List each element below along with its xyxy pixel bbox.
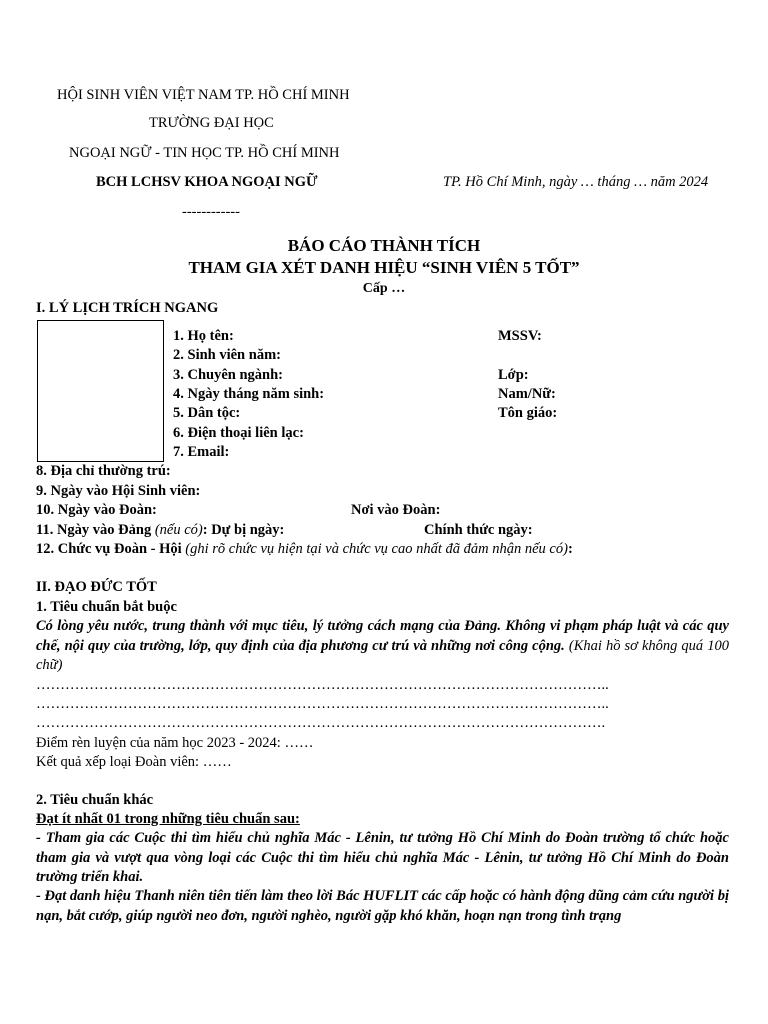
mandatory-criteria-text: Có lòng yêu nước, trung thành với mục tiêu, lý tưởng cách mạng của Đảng. Không vi phạm pháp luật và các quy chế, nội quy của trường, lớp, quy định của địa phương cư trú và những nơi công cộng. (Khai hồ sơ không quá 100 chữ)	[36, 618, 729, 673]
field-major: 3. Chuyên ngành:	[173, 367, 283, 383]
field-union-date: 9. Ngày vào Hội Sinh viên:	[36, 483, 201, 499]
answer-line-3: ……………………………………………………………………………………………………….	[36, 715, 606, 731]
field-party-date: 11. Ngày vào Đảng (nếu có): Dự bị ngày:	[36, 522, 285, 538]
report-level: Cấp …	[362, 281, 406, 296]
org-line-4: BCH LCHSV KHOA NGOẠI NGỮ	[96, 174, 318, 190]
other-criteria-heading: 2. Tiêu chuẩn khác	[36, 792, 154, 808]
field-gender: Nam/Nữ:	[498, 386, 556, 402]
field-mssv: MSSV:	[498, 328, 542, 344]
field-year: 2. Sinh viên năm:	[173, 347, 281, 363]
field-party-official: Chính thức ngày:	[424, 522, 533, 538]
org-line-2: TRƯỜNG ĐẠI HỌC	[149, 115, 274, 131]
field-youth-place: Nơi vào Đoàn:	[351, 502, 441, 518]
field-ethnicity: 5. Dân tộc:	[173, 405, 241, 421]
photo-placeholder	[37, 320, 164, 462]
conduct-score: Điểm rèn luyện của năm học 2023 - 2024: ……	[36, 735, 314, 751]
field-address: 8. Địa chỉ thường trú:	[36, 463, 171, 479]
field-phone: 6. Điện thoại liên lạc:	[173, 425, 304, 441]
criteria-item-2: - Đạt danh hiệu Thanh niên tiên tiến làm theo lời Bác HUFLIT các cấp hoặc có hành động dũng cảm cứu người bị nạn, bắt cướp, giúp người neo đơn, người nghèo, người gặp khó khăn, hoạn nạn trong tình trạng	[36, 888, 729, 924]
mandatory-criteria-heading: 1. Tiêu chuẩn bắt buộc	[36, 599, 177, 615]
report-subtitle: THAM GIA XÉT DANH HIỆU “SINH VIÊN 5 TỐT”	[188, 258, 580, 277]
other-criteria-requirement: Đạt ít nhất 01 trong những tiêu chuẩn sau:	[36, 811, 300, 827]
answer-line-1: ………………………………………………………………………………………………………..	[36, 677, 609, 693]
header-divider: ------------	[182, 204, 240, 220]
member-rank: Kết quả xếp loại Đoàn viên: ……	[36, 754, 232, 770]
org-line-1: HỘI SINH VIÊN VIỆT NAM TP. HỒ CHÍ MINH	[57, 87, 350, 103]
date-line: TP. Hồ Chí Minh, ngày … tháng … năm 2024	[443, 174, 709, 190]
field-class: Lớp:	[498, 367, 529, 383]
section-2-heading: II. ĐẠO ĐỨC TỐT	[36, 579, 157, 595]
field-email: 7. Email:	[173, 444, 230, 460]
field-religion: Tôn giáo:	[498, 405, 558, 421]
section-1-heading: I. LÝ LỊCH TRÍCH NGANG	[36, 300, 219, 316]
answer-line-2: ………………………………………………………………………………………………………..	[36, 696, 609, 712]
field-position: 12. Chức vụ Đoàn - Hội (ghi rõ chức vụ hiện tại và chức vụ cao nhất đã đảm nhận nếu có):	[36, 541, 573, 557]
org-line-3: NGOẠI NGỮ - TIN HỌC TP. HỒ CHÍ MINH	[69, 145, 340, 161]
field-name: 1. Họ tên:	[173, 328, 234, 344]
report-title: BÁO CÁO THÀNH TÍCH	[287, 236, 481, 255]
field-birthdate: 4. Ngày tháng năm sinh:	[173, 386, 325, 402]
field-youth-date: 10. Ngày vào Đoàn:	[36, 502, 157, 518]
criteria-item-1: - Tham gia các Cuộc thi tìm hiểu chủ nghĩa Mác - Lênin, tư tưởng Hồ Chí Minh do Đoàn trường tổ chức hoặc tham gia và vượt qua vòng loại các Cuộc thi tìm hiểu chủ nghĩa Mác - Lênin, tư tưởng Hồ Chí Minh do Đoàn trường triển khai.	[36, 830, 729, 885]
